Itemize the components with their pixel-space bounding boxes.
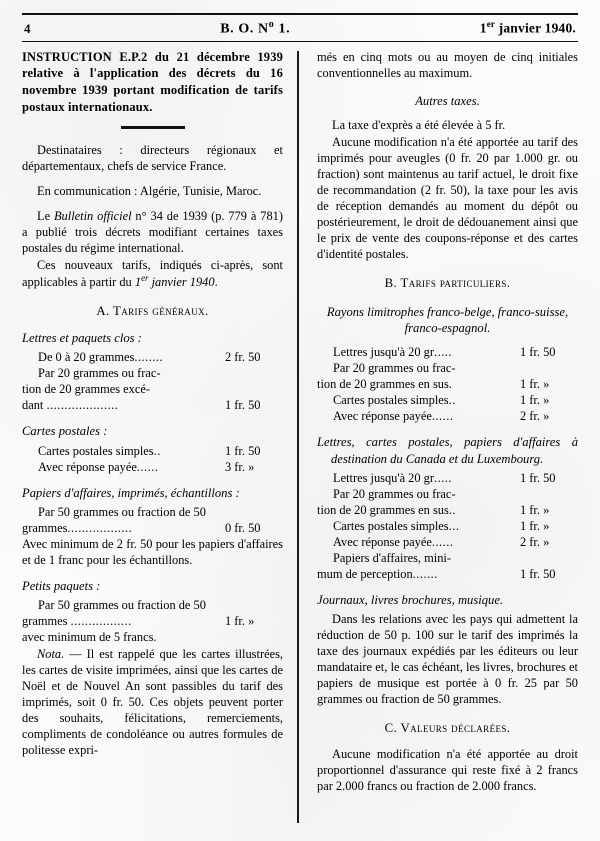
continuation-paragraph: més en cinq mots ou au moyen de cinq initiales conventionnelles au maximum. bbox=[317, 49, 578, 80]
rate-final-line bbox=[22, 613, 283, 629]
rate-label-line: Par 20 grammes ou frac- bbox=[38, 366, 161, 381]
rate-label: De 0 à 20 grammes........ bbox=[38, 350, 164, 365]
rate-label-line: Papiers d'affaires, mini- bbox=[333, 550, 451, 565]
publication-title bbox=[220, 19, 290, 38]
rate-row bbox=[22, 349, 283, 365]
rate-row bbox=[317, 518, 578, 534]
rate-label: Cartes postales simples.. bbox=[38, 443, 161, 458]
applicables-paragraph: Ces nouveaux tarifs, indiqués ci-après, sont applicables à partir du 1er janvier 1940. bbox=[22, 258, 283, 290]
rate-final-line bbox=[22, 520, 283, 536]
publication-number: 1. bbox=[278, 21, 291, 37]
rate-label-line: Par 20 grammes ou frac- bbox=[333, 361, 456, 376]
date-italic: 1er janvier 1940 bbox=[134, 273, 215, 290]
instruction-title: INSTRUCTION E.P.2 du 21 décembre 1939 relative à l'application des décrets du 16 novembre 1939 portant modification de tarifs postaux internationaux. bbox=[22, 49, 283, 114]
rate-price: 1 fr. » bbox=[225, 614, 255, 629]
page-content bbox=[22, 13, 578, 831]
issue-date-day: 1 bbox=[479, 20, 487, 36]
rate-price: 1 fr. 50 bbox=[520, 345, 556, 360]
journaux-paragraph: Dans les relations avec les pays qui admettent la réduction de 50 p. 100 sur le tarif des imprimés la taxe des journaux expédiés par les éditeurs ou leur mandataire et, le cas échéant, les livres, brochures et papiers de musique est portée à 0 fr. 25 par 50 grammes ou fraction de 50 grammes. bbox=[317, 612, 578, 707]
rate-row bbox=[22, 443, 283, 459]
rate-price: 2 fr. » bbox=[520, 409, 550, 424]
rate-label: Cartes postales simples.. bbox=[333, 393, 456, 408]
section-c-heading: C. Valeurs déclarées. bbox=[384, 721, 511, 736]
nota-text: — Il est rappelé que les cartes illustrées, les cartes de visite imprimées, ainsi que les cartes de Noël et de Nouvel An sont passibles du tarif des imprimés, soit 0 fr. 50. Ces objets peuvent porter des souhaits, félicitations, remerciements, compliments de condoléance ou autres formules de politesse expri- bbox=[22, 647, 283, 758]
issue-date-sup: er bbox=[486, 19, 496, 30]
petits-note: avec minimum de 5 francs. bbox=[22, 630, 157, 645]
header-rule-bottom bbox=[22, 41, 578, 42]
rate-row bbox=[317, 344, 578, 360]
rate-price: 0 fr. 50 bbox=[225, 520, 261, 535]
rate-price: 3 fr. » bbox=[225, 459, 255, 474]
rate-price: 1 fr. » bbox=[520, 393, 550, 408]
group-journaux-heading: Journaux, livres brochures, musique. bbox=[317, 592, 504, 607]
group-papiers-heading: Papiers d'affaires, imprimés, échantillons : bbox=[22, 485, 240, 500]
nota-paragraph bbox=[22, 646, 283, 758]
rate-price: 1 fr. » bbox=[520, 502, 550, 517]
rate-price: 2 fr. 50 bbox=[225, 350, 261, 365]
rate-row bbox=[317, 486, 578, 518]
rate-label: Lettres jusqu'à 20 gr..... bbox=[333, 470, 452, 485]
communication-paragraph: En communication : Algérie, Tunisie, Maroc. bbox=[37, 184, 262, 199]
left-column bbox=[22, 49, 291, 829]
right-column bbox=[305, 49, 578, 829]
rate-final-line bbox=[317, 502, 578, 518]
rate-price: 1 fr. 50 bbox=[225, 398, 261, 413]
rate-row bbox=[22, 597, 283, 629]
rate-final-line bbox=[317, 566, 578, 582]
spacer bbox=[22, 200, 283, 208]
rate-row bbox=[317, 470, 578, 486]
page-number: 4 bbox=[24, 20, 31, 36]
rate-row bbox=[317, 550, 578, 582]
publication-sup: o bbox=[268, 19, 275, 30]
rate-label-line: Par 20 grammes ou frac- bbox=[333, 486, 456, 501]
aucune-modification-paragraph: Aucune modification n'a été apportée au tarif des imprimés pour aveugles (0 fr. 20 par 1.000 gr. ou fraction) sont maintenus au tarif actuel, le droit fixe de recommandation (2 fr. 50), la taxe pour les avis de réception demandés au moment du dépôt ou postérieurement, le droit de dédouanement ainsi que le prix de vente des coupons-réponse et des cartes d'identité postales. bbox=[317, 135, 578, 262]
bulletin-paragraph: Le Bulletin officiel n° 34 de 1939 (p. 779 à 781) a publié trois décrets modifiant certaines taxes postales du régime international. bbox=[22, 209, 284, 256]
papiers-note: Avec minimum de 2 fr. 50 pour les papiers d'affaires et de 1 franc pour les échantillons. bbox=[22, 536, 283, 567]
rate-label: Lettres jusqu'à 20 gr..... bbox=[333, 345, 452, 360]
column-divider-rule bbox=[297, 51, 299, 823]
expres-paragraph: La taxe d'exprès a été élevée à 5 fr. bbox=[332, 118, 506, 133]
autres-taxes-heading: Autres taxes. bbox=[415, 93, 480, 108]
rate-row bbox=[22, 504, 283, 536]
rate-label: Cartes postales simples... bbox=[333, 518, 460, 533]
rate-label: grammes ................. bbox=[22, 614, 132, 629]
title-separator-rule bbox=[121, 126, 185, 129]
valeurs-paragraph: Aucune modification n'a été apportée au droit proportionnel d'assurance qui reste fixé à 2 francs par 2.000 francs ou fraction de 2.000 francs. bbox=[317, 746, 578, 793]
group-canada-heading: Lettres, cartes postales, papiers d'affaires à destination du Canada et du Luxembourg. bbox=[317, 435, 578, 466]
rate-price: 1 fr. » bbox=[520, 518, 550, 533]
rate-label-line: Par 50 grammes ou fraction de 50 bbox=[38, 598, 206, 613]
group-petits-heading: Petits paquets : bbox=[22, 578, 101, 593]
bulletin-title-italic: Bulletin officiel bbox=[53, 209, 132, 224]
rate-label: tion de 20 grammes en sus.. bbox=[317, 502, 457, 517]
rate-final-line bbox=[22, 397, 283, 413]
section-a-heading: A. Tarifs généraux. bbox=[96, 304, 209, 319]
rate-label: mum de perception....... bbox=[317, 566, 438, 581]
rate-label: Avec réponse payée...... bbox=[333, 409, 454, 424]
rate-row bbox=[22, 459, 283, 475]
rate-row bbox=[317, 408, 578, 424]
rate-price: 1 fr. 50 bbox=[520, 470, 556, 485]
destinataires-paragraph: Destinataires : directeurs régionaux et départementaux, chefs de service France. bbox=[22, 143, 283, 174]
publication-name: B. O. N bbox=[220, 21, 269, 37]
rate-row bbox=[317, 534, 578, 550]
rate-price: 1 fr. » bbox=[520, 377, 550, 392]
rate-label: dant .................... bbox=[22, 398, 119, 413]
rate-label: Avec réponse payée...... bbox=[38, 459, 159, 474]
rate-price: 2 fr. » bbox=[520, 534, 550, 549]
rate-label-line: Par 50 grammes ou fraction de 50 bbox=[38, 504, 206, 519]
issue-date bbox=[480, 19, 576, 37]
rate-label: grammes.................. bbox=[22, 520, 133, 535]
rate-label: tion de 20 grammes en sus. bbox=[317, 377, 452, 392]
rate-label-line: tion de 20 grammes excé- bbox=[22, 382, 150, 397]
body-columns bbox=[22, 49, 578, 829]
rate-label: Avec réponse payée...... bbox=[333, 534, 454, 549]
issue-date-rest: janvier 1940. bbox=[495, 20, 576, 36]
rate-final-line bbox=[317, 376, 578, 392]
rate-price: 1 fr. 50 bbox=[225, 443, 261, 458]
group-cartes-heading: Cartes postales : bbox=[22, 424, 108, 439]
rate-price: 1 fr. 50 bbox=[520, 566, 556, 581]
group-rayons-heading: Rayons limitrophes franco-belge, franco-suisse, franco-espagnol. bbox=[326, 304, 569, 335]
rate-row bbox=[22, 365, 283, 413]
nota-label: Nota. bbox=[37, 647, 65, 662]
rate-row bbox=[317, 360, 578, 392]
group-lettres-heading: Lettres et paquets clos : bbox=[22, 330, 142, 345]
page-header bbox=[22, 15, 578, 41]
spacer bbox=[22, 175, 283, 183]
section-b-heading: B. Tarifs particuliers. bbox=[384, 276, 511, 291]
rate-row bbox=[317, 392, 578, 408]
